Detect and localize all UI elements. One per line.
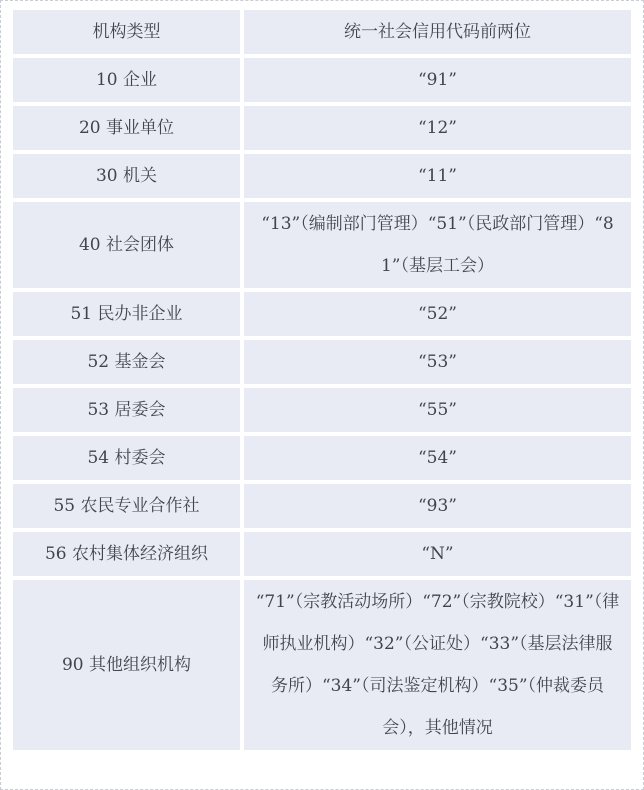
code-cell: “71”（宗教活动场所）“72”（宗教院校）“31”（律师执业机构）“32”（公证处）“33”（基层法律服务所）“34”（司法鉴定机构）“35”（仲裁委员会），其他情况 — [244, 580, 631, 750]
org-type-cell: 20 事业单位 — [13, 106, 240, 150]
table-row — [13, 484, 631, 528]
org-type-cell: 55 农民专业合作社 — [13, 484, 240, 528]
table-row — [13, 388, 631, 432]
org-type-cell: 52 基金会 — [13, 340, 240, 384]
table-row — [13, 154, 631, 198]
org-type-cell: 56 农村集体经济组织 — [13, 532, 240, 576]
org-type-cell: 51 民办非企业 — [13, 292, 240, 336]
code-cell: “54” — [244, 436, 631, 480]
table-row — [13, 340, 631, 384]
table-row — [13, 436, 631, 480]
org-type-code-table — [9, 6, 635, 754]
org-type-cell: 90 其他组织机构 — [13, 580, 240, 750]
code-cell: “12” — [244, 106, 631, 150]
table-header-row — [13, 10, 631, 54]
table-row — [13, 202, 631, 288]
column-header-code-prefix: 统一社会信用代码前两位 — [244, 10, 631, 54]
code-cell: “93” — [244, 484, 631, 528]
code-cell: “91” — [244, 58, 631, 102]
org-type-cell: 54 村委会 — [13, 436, 240, 480]
column-header-org-type: 机构类型 — [13, 10, 240, 54]
org-type-cell: 10 企业 — [13, 58, 240, 102]
code-cell: “11” — [244, 154, 631, 198]
table-row — [13, 58, 631, 102]
table-row — [13, 106, 631, 150]
org-type-cell: 40 社会团体 — [13, 202, 240, 288]
table-row — [13, 292, 631, 336]
table-row — [13, 580, 631, 750]
org-type-cell: 30 机关 — [13, 154, 240, 198]
code-cell: “N” — [244, 532, 631, 576]
code-cell: “55” — [244, 388, 631, 432]
code-cell: “13”（编制部门管理）“51”（民政部门管理）“81”（基层工会） — [244, 202, 631, 288]
code-cell: “52” — [244, 292, 631, 336]
code-cell: “53” — [244, 340, 631, 384]
table-row — [13, 532, 631, 576]
org-type-cell: 53 居委会 — [13, 388, 240, 432]
